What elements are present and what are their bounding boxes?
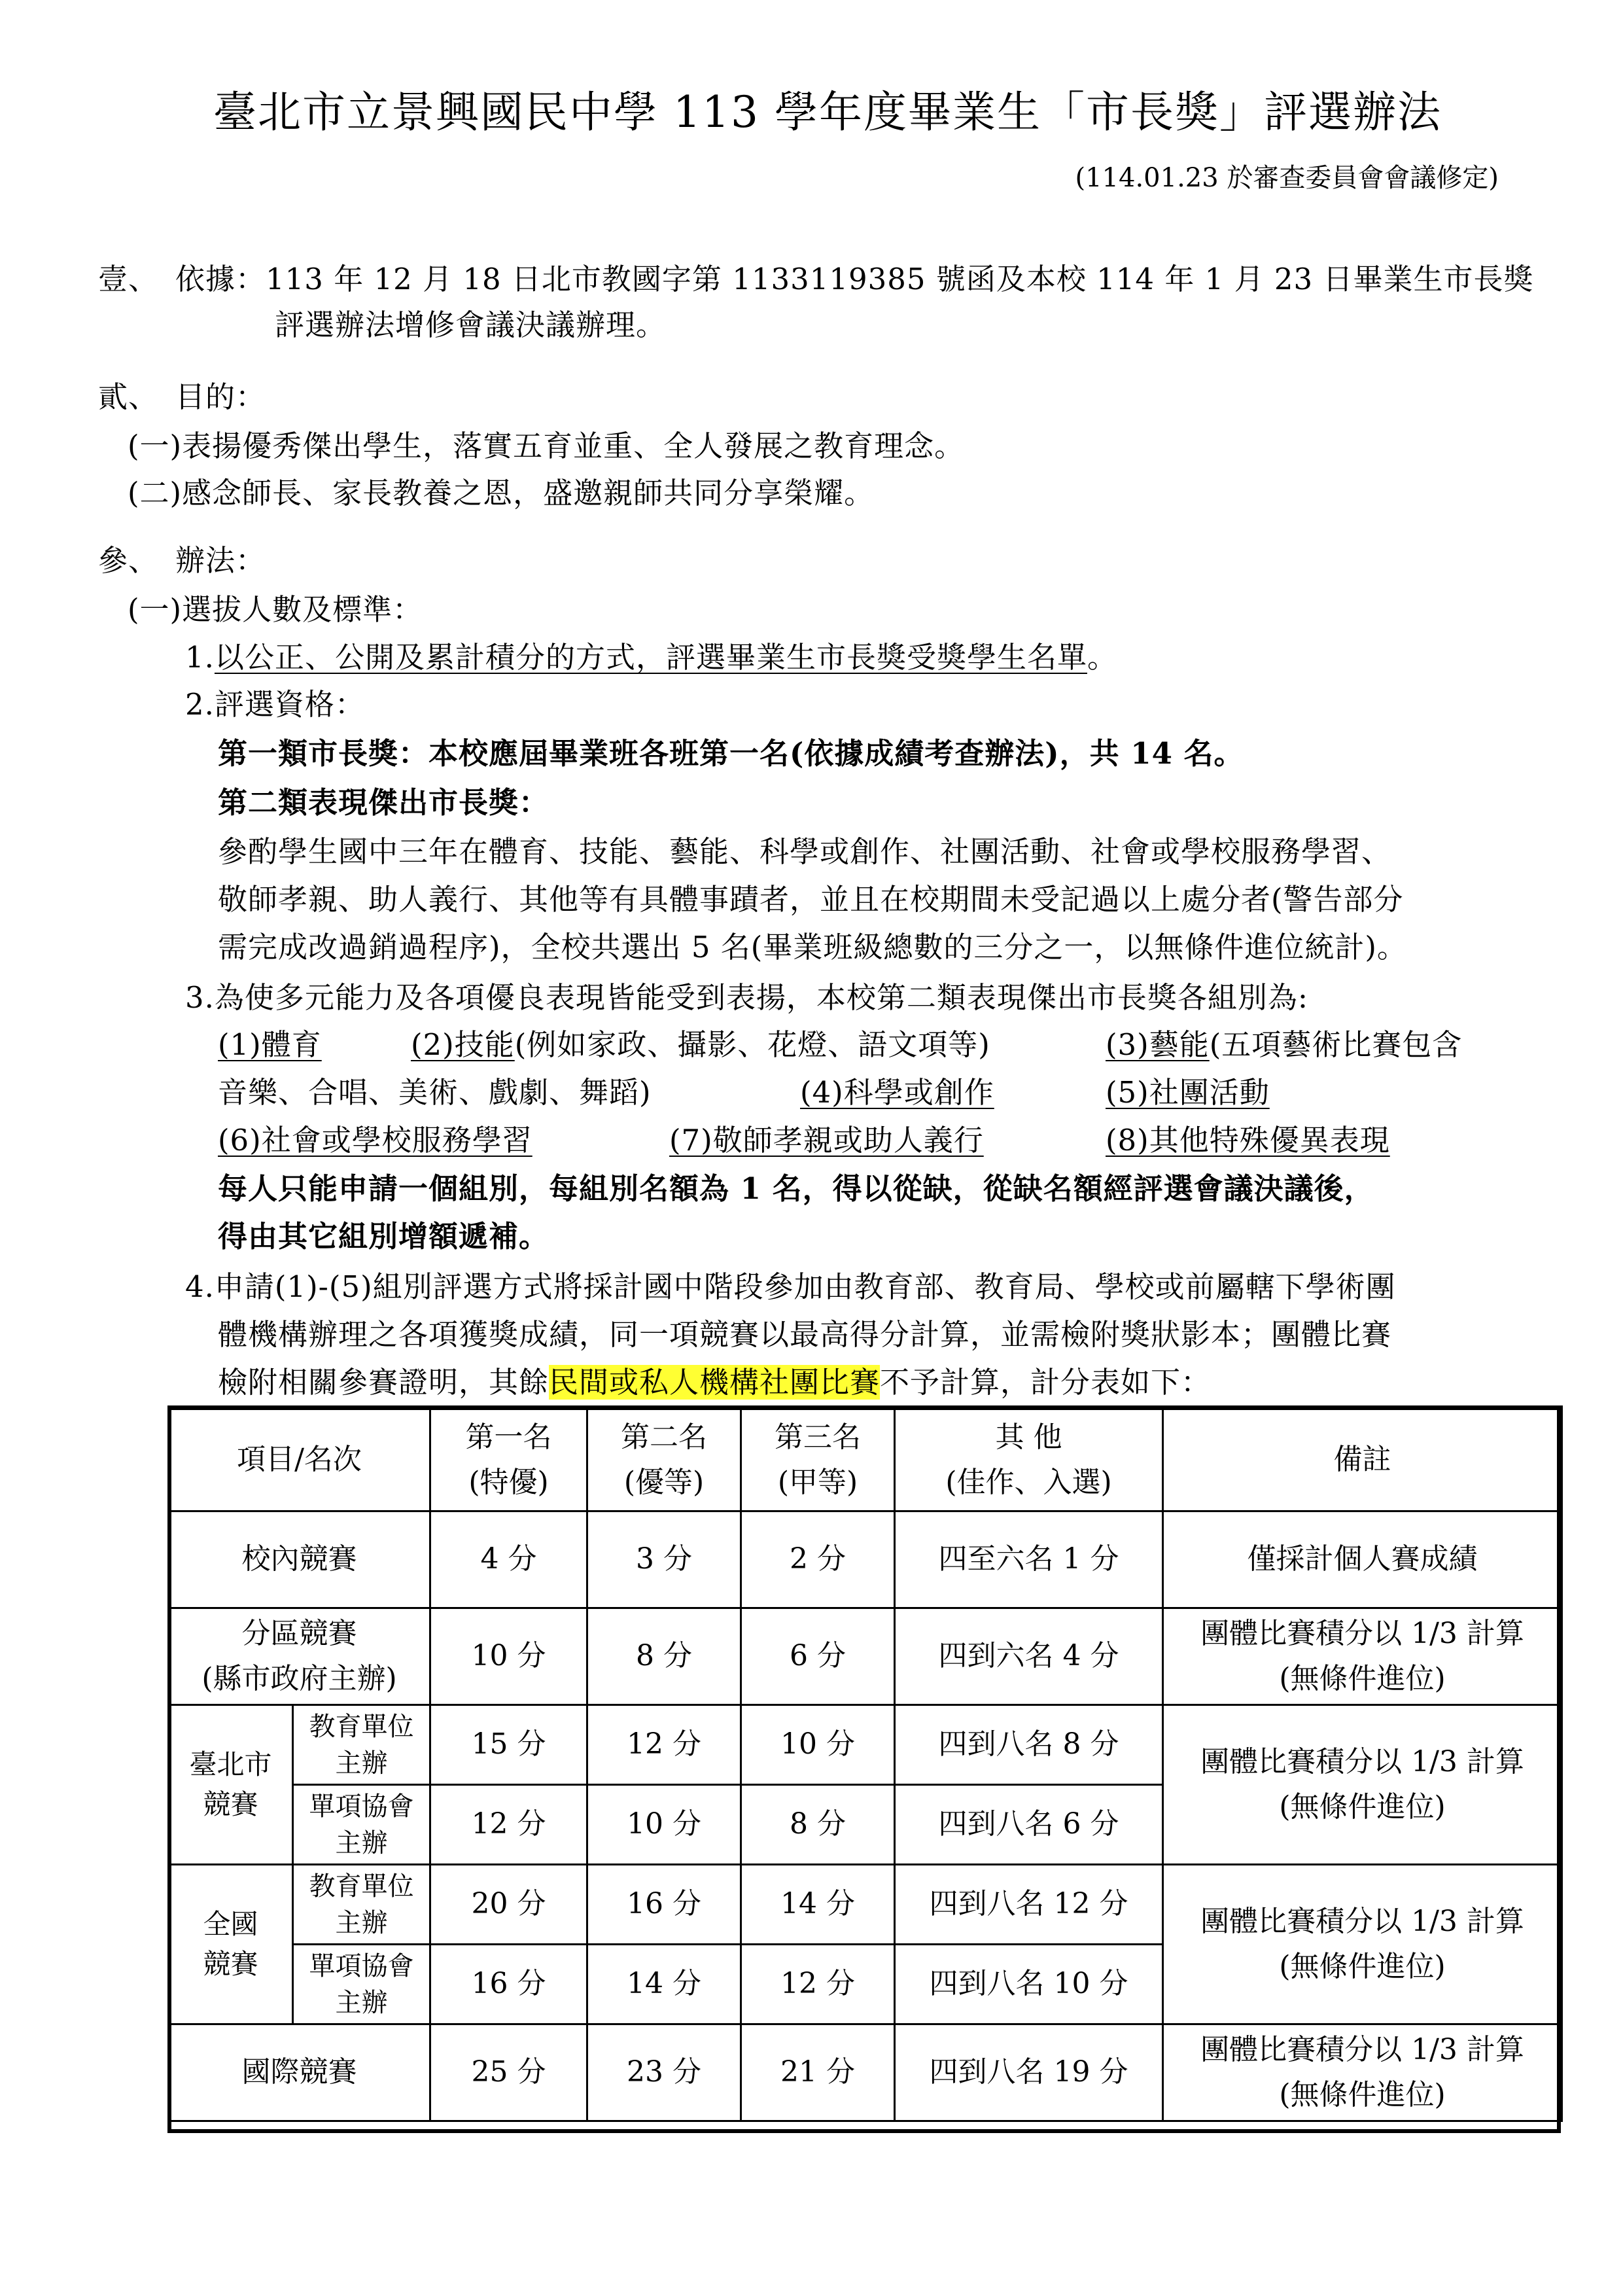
section2-item: (一)表揚優秀傑出學生，落實五育並重、全人發展之教育理念。 bbox=[128, 429, 965, 463]
header-second bbox=[587, 1408, 741, 1511]
item1-number: 1. bbox=[185, 640, 215, 675]
table-cell: 4 分 bbox=[430, 1511, 587, 1608]
table-cell-note bbox=[1163, 1865, 1562, 2024]
category2-desc: 敬師孝親、助人義行、其他等有具體事蹟者，並且在校期間未受記過以上處分者(警告部分 bbox=[218, 882, 1404, 917]
group-note: 得由其它組別增額遞補。 bbox=[218, 1219, 550, 1254]
item1-text: 以公正、公開及累計積分的方式，評選畢業生市長獎受獎學生名單 bbox=[214, 640, 1087, 675]
header-other-label: 其 他 bbox=[995, 1421, 1062, 1455]
group-3-detail: (五項藝術比賽包含 bbox=[1209, 1027, 1463, 1062]
table-row bbox=[169, 1511, 1562, 1608]
note-line: (無條件進位) bbox=[1279, 1790, 1446, 1824]
table-cell: 四到八名 6 分 bbox=[895, 1785, 1163, 1865]
note-line: (無條件進位) bbox=[1279, 2077, 1446, 2111]
group-2-detail: (例如家政、攝影、花燈、語文項等) bbox=[514, 1027, 990, 1062]
table-cell: 14 分 bbox=[587, 1945, 741, 2024]
row-subcategory bbox=[293, 1705, 430, 1785]
table-cell: 14 分 bbox=[741, 1865, 895, 1945]
table-cell: 12 分 bbox=[587, 1705, 741, 1785]
category1: 第一類市長獎：本校應屆畢業班各班第一名(依據成績考查辦法)，共 14 名。 bbox=[218, 736, 1244, 771]
table-cell: 8 分 bbox=[587, 1608, 741, 1705]
row-category bbox=[169, 1865, 293, 2024]
table-row bbox=[169, 2024, 1562, 2121]
table-cell: 10 分 bbox=[741, 1705, 895, 1785]
group-2-name: (2)技能 bbox=[411, 1027, 515, 1062]
header-item bbox=[169, 1408, 430, 1511]
table-cell: 20 分 bbox=[430, 1865, 587, 1945]
row-subcategory bbox=[293, 1945, 430, 2024]
subcategory-line: 教育單位 bbox=[309, 1871, 414, 1901]
group-3 bbox=[1106, 1021, 1462, 1063]
group-3-name: (3)藝能 bbox=[1106, 1027, 1210, 1062]
table-cell: 四到八名 10 分 bbox=[895, 1945, 1163, 2024]
note-line: 團體比賽積分以 1/3 計算 bbox=[1200, 1905, 1524, 1939]
group-1: (1)體育 bbox=[218, 1027, 322, 1062]
score-table bbox=[167, 1405, 1563, 2122]
table-cell: 6 分 bbox=[741, 1608, 895, 1705]
table-cell: 10 分 bbox=[430, 1608, 587, 1705]
subcategory-line: 主辦 bbox=[335, 1748, 388, 1778]
table-cell-note bbox=[1163, 1705, 1562, 1865]
table-header-row bbox=[169, 1408, 1562, 1511]
row-subcategory bbox=[293, 1865, 430, 1945]
highlighted-text: 民間或私人機構社團比賽 bbox=[549, 1365, 881, 1400]
subcategory-line: 主辦 bbox=[335, 1987, 388, 2018]
section3-label: 參、 bbox=[98, 543, 159, 578]
group-2 bbox=[411, 1021, 990, 1063]
item4-line3-start: 檢附相關參賽證明，其餘 bbox=[218, 1365, 550, 1400]
table-cell: 12 分 bbox=[741, 1945, 895, 2024]
note-line: (無條件進位) bbox=[1279, 1661, 1446, 1695]
category-line: 競賽 bbox=[203, 1788, 258, 1820]
table-cell: 16 分 bbox=[587, 1865, 741, 1945]
header-other-sub: (佳作、入選) bbox=[945, 1465, 1112, 1499]
category-line: 競賽 bbox=[203, 1947, 258, 1980]
header-third-label: 第三名 bbox=[775, 1421, 862, 1455]
table-cell: 四到八名 8 分 bbox=[895, 1705, 1163, 1785]
section2-item: (二)感念師長、家長教養之恩，盛邀親師共同分享榮耀。 bbox=[128, 476, 875, 510]
row-label bbox=[169, 1608, 430, 1705]
table-cell-note bbox=[1163, 1608, 1562, 1705]
table-cell: 25 分 bbox=[430, 2024, 587, 2121]
table-row bbox=[169, 1608, 1562, 1705]
table-cell: 四到六名 4 分 bbox=[895, 1608, 1163, 1705]
table-cell: 16 分 bbox=[430, 1945, 587, 2024]
row-category bbox=[169, 1705, 293, 1865]
item4-line2: 體機構辦理之各項獲獎成績，同一項競賽以最高得分計算，並需檢附獎狀影本；團體比賽 bbox=[218, 1317, 1392, 1352]
table-cell: 23 分 bbox=[587, 2024, 741, 2121]
row-label-line: 分區競賽 bbox=[241, 1617, 357, 1651]
section2-heading: 目的： bbox=[175, 380, 266, 414]
row-subcategory bbox=[293, 1785, 430, 1865]
header-third-sub: (甲等) bbox=[777, 1465, 858, 1499]
group-3-detail-line2: 音樂、合唱、美術、戲劇、舞蹈) bbox=[218, 1075, 652, 1110]
table-cell: 10 分 bbox=[587, 1785, 741, 1865]
row-label-line: (縣市政府主辦) bbox=[201, 1661, 397, 1695]
note-line: 團體比賽積分以 1/3 計算 bbox=[1200, 2033, 1524, 2067]
header-note bbox=[1163, 1408, 1562, 1511]
category2-desc: 需完成改過銷過程序)，全校共選出 5 名(畢業班級總數的三分之一，以無條件進位統計)。 bbox=[218, 930, 1407, 964]
section1-label: 壹、 bbox=[98, 262, 159, 296]
header-second-sub: (優等) bbox=[623, 1465, 705, 1499]
section1-line1: 依據：113 年 12 月 18 日北市教國字第 1133119385 號函及本校 114 年 1 月 23 日畢業生市長獎 bbox=[175, 262, 1534, 296]
table-cell-note bbox=[1163, 2024, 1562, 2121]
table-cell: 3 分 bbox=[587, 1511, 741, 1608]
category2-desc: 參酌學生國中三年在體育、技能、藝能、科學或創作、社團活動、社會或學校服務學習、 bbox=[218, 834, 1392, 869]
header-first bbox=[430, 1408, 587, 1511]
subcategory-line: 單項協會 bbox=[309, 1791, 414, 1822]
category-line: 全國 bbox=[203, 1907, 258, 1940]
table-cell: 四到八名 12 分 bbox=[895, 1865, 1163, 1945]
group-6: (6)社會或學校服務學習 bbox=[218, 1123, 532, 1157]
note-line: 團體比賽積分以 1/3 計算 bbox=[1200, 1617, 1524, 1651]
revision-note: (114.01.23 於審查委員會會議修定) bbox=[1075, 163, 1499, 193]
header-item-label: 項目/名次 bbox=[237, 1443, 362, 1477]
table-cell: 8 分 bbox=[741, 1785, 895, 1865]
item2: 2.評選資格： bbox=[185, 687, 365, 722]
item1-end: 。 bbox=[1087, 640, 1117, 675]
section1-line2: 評選辦法增修會議決議辦理。 bbox=[275, 308, 667, 342]
subcategory-line: 主辦 bbox=[335, 1907, 388, 1938]
row-label: 校內競賽 bbox=[169, 1511, 430, 1608]
group-7: (7)敬師孝親或助人義行 bbox=[669, 1123, 984, 1157]
item4-line1: 4.申請(1)-(5)組別評選方式將採計國中階段參加由教育部、教育局、學校或前屬轄下學術團 bbox=[185, 1269, 1396, 1304]
row-label: 國際競賽 bbox=[169, 2024, 430, 2121]
table-row bbox=[169, 1865, 1562, 1945]
table-cell: 15 分 bbox=[430, 1705, 587, 1785]
table-cell: 四到八名 19 分 bbox=[895, 2024, 1163, 2121]
note-line: (無條件進位) bbox=[1279, 1949, 1446, 1983]
item4-line3 bbox=[218, 1358, 1211, 1401]
group-4: (4)科學或創作 bbox=[800, 1075, 994, 1110]
header-other bbox=[895, 1408, 1163, 1511]
page-title: 臺北市立景興國民中學 113 學年度畢業生「市長獎」評選辦法 bbox=[213, 87, 1442, 137]
subcategory-line: 單項協會 bbox=[309, 1951, 414, 1981]
table-cell: 四至六名 1 分 bbox=[895, 1511, 1163, 1608]
item3: 3.為使多元能力及各項優良表現皆能受到表揚，本校第二類表現傑出市長獎各組別為: bbox=[185, 980, 1309, 1015]
header-second-label: 第二名 bbox=[621, 1421, 708, 1455]
group-8: (8)其他特殊優異表現 bbox=[1106, 1123, 1390, 1157]
subcategory-line: 主辦 bbox=[335, 1828, 388, 1858]
header-third bbox=[741, 1408, 895, 1511]
table-cell: 21 分 bbox=[741, 2024, 895, 2121]
table-cell: 12 分 bbox=[430, 1785, 587, 1865]
note-line: 團體比賽積分以 1/3 計算 bbox=[1200, 1745, 1524, 1779]
section3-heading: 辦法： bbox=[175, 543, 266, 578]
header-first-sub: (特優) bbox=[468, 1465, 549, 1499]
subsection-heading: (一)選拔人數及標準： bbox=[128, 592, 423, 627]
item4-line3-end: 不予計算，計分表如下： bbox=[880, 1365, 1212, 1400]
table-row bbox=[169, 1705, 1562, 1785]
table-cell-note: 僅採計個人賽成績 bbox=[1163, 1511, 1562, 1608]
section2-label: 貳、 bbox=[98, 380, 159, 414]
group-note: 每人只能申請一個組別，每組別名額為 1 名，得以從缺，從缺名額經評選會議決議後， bbox=[218, 1171, 1374, 1206]
category2-heading: 第二類表現傑出市長獎： bbox=[218, 785, 550, 820]
header-note-label: 備註 bbox=[1333, 1443, 1391, 1477]
category-line: 臺北市 bbox=[189, 1748, 272, 1780]
table-cell: 2 分 bbox=[741, 1511, 895, 1608]
subcategory-line: 教育單位 bbox=[309, 1711, 414, 1742]
group-5: (5)社團活動 bbox=[1106, 1075, 1270, 1110]
header-first-label: 第一名 bbox=[465, 1421, 552, 1455]
item1 bbox=[185, 633, 1117, 676]
